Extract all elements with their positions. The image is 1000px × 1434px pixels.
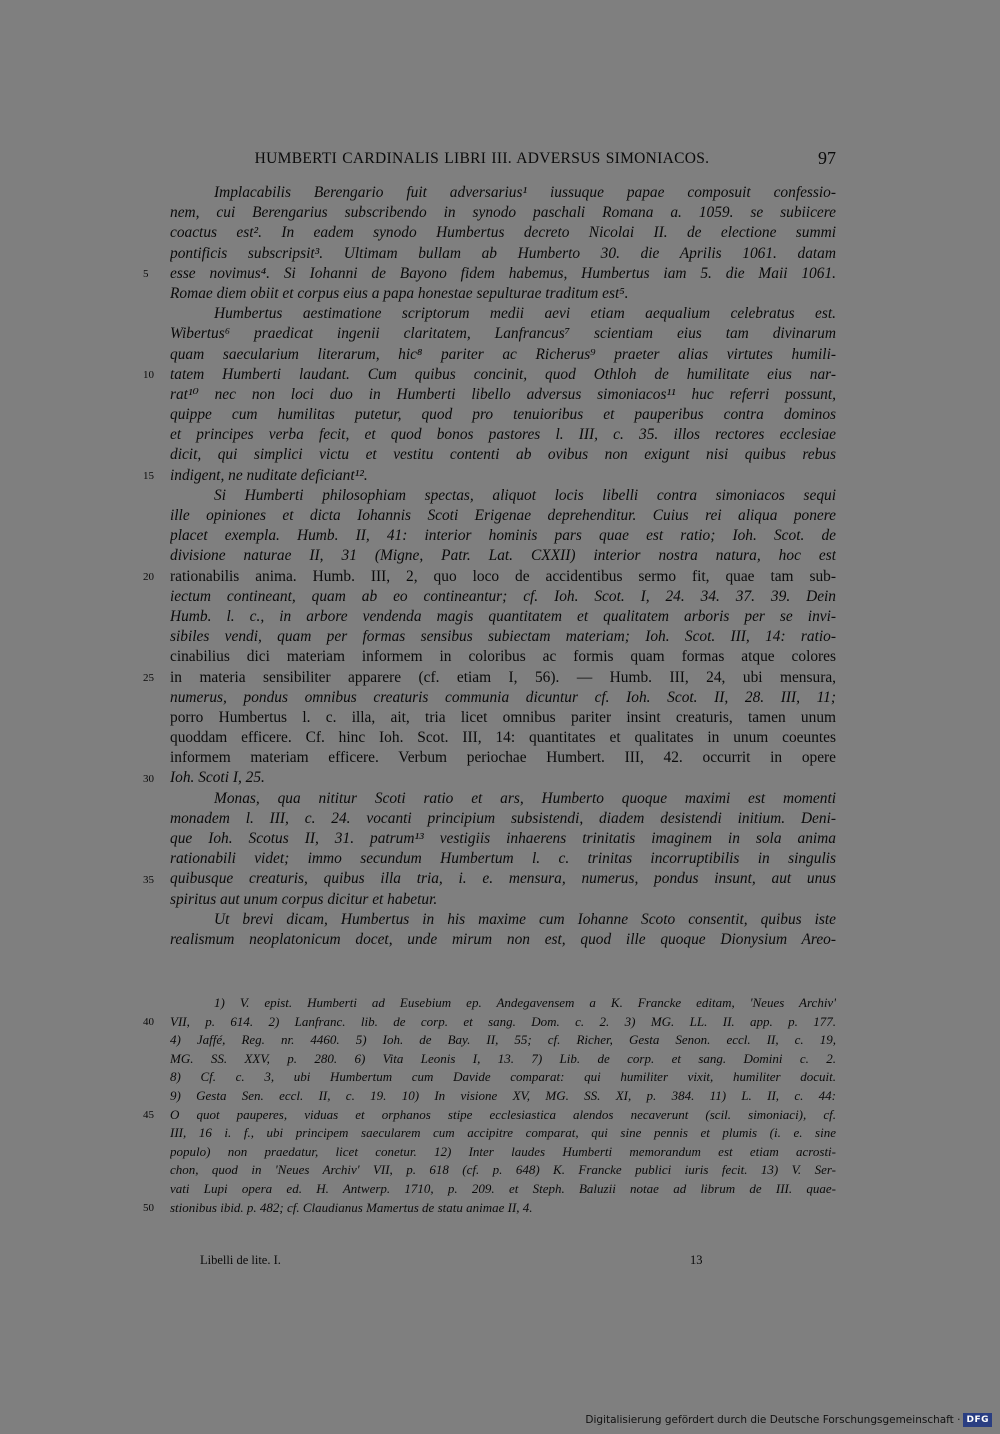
body-line: rat¹⁰ nec non loci duo in Humberti libello adversus simoniacos¹¹ huc referri possunt, <box>170 385 836 403</box>
page-number: 97 <box>818 148 836 168</box>
body-line: indigent, ne nuditate deficiant¹². <box>170 466 368 484</box>
body-line: quoddam efficere. Cf. hinc Ioh. Scot. III, 14: quantitates et qualitates in unum coeuntes <box>170 729 836 747</box>
footnote-line: chon, quod in 'Neues Archiv' VII, p. 618 (cf. p. 648) K. Francke publici iuris fecit. 13) V. Ser- <box>170 1162 836 1178</box>
line-number: 50 <box>143 1201 154 1214</box>
footnote-line: 9) Gesta Sen. eccl. II, c. 19. 10) In visione XV, MG. SS. XI, p. 384. 11) L. II, c. 44: <box>170 1087 836 1103</box>
footnote-line: populo) non praedatur, licet conetur. 12) Inter laudes Humberti memorandum est etiam acrosti- <box>170 1143 836 1159</box>
body-line: Monas, qua nititur Scoti ratio et ars, Humberto quoque maximi est momenti <box>214 789 836 807</box>
body-line: cinabilius dici materiam informem in coloribus ac formis quam formas atque colores <box>170 648 836 666</box>
body-line: realismum neoplatonicum docet, unde mirum non est, quod ille quoque Dionysium Areo- <box>170 930 836 948</box>
footnotes <box>170 994 836 1217</box>
signature-title: Libelli de lite. I. <box>200 1253 281 1267</box>
body-line: que Ioh. Scotus II, 31. patrum¹³ vestigiis inhaerens trinitatis imaginem in sola anima <box>170 830 836 847</box>
body-text <box>170 183 836 950</box>
body-line: quam saecularium literarum, hic⁸ pariter ac Richerus⁹ praeter alias virtutes humili- <box>170 345 836 363</box>
digitization-text: Digitalisierung gefördert durch die Deutsche Forschungsgemeinschaft · <box>585 1414 961 1426</box>
dfg-logo-icon: DFG <box>963 1413 992 1427</box>
body-line: Humbertus aestimatione scriptorum medii aevi etiam aequalium celebratus est. <box>214 305 836 323</box>
footnote-line: MG. SS. XXV, p. 280. 6) Vita Leonis I, 13. 7) Lib. de corp. et sang. Domini c. 2. <box>170 1050 836 1066</box>
body-line: divisione naturae II, 31 (Migne, Patr. Lat. CXXII) interior nostra natura, hoc est <box>170 547 836 565</box>
body-line: Ioh. Scoti I, 25. <box>170 769 265 787</box>
body-line: iectum contineant, quam ab eo contineantur; cf. Ioh. Scot. I, 24. 34. 37. 39. Dein <box>170 587 836 605</box>
body-line: porro Humbertus l. c. illa, ait, tria licet omnibus pariter insint creaturis, tamen unum <box>170 708 836 726</box>
signature-number: 13 <box>690 1253 703 1267</box>
footnote-line: VII, p. 614. 2) Lanfranc. lib. de corp. et sang. Dom. c. 2. 3) MG. LL. II. app. p. 177. <box>170 1013 836 1029</box>
line-number: 5 <box>143 267 149 280</box>
body-line: dicit, qui simplici victu et vestitu contenti ab ovibus non exigunt nisi quibus rebus <box>170 446 836 464</box>
body-line: Humb. l. c., in arbore vendenda magis quantitatem et qualitatem arboris per se invi- <box>170 607 836 625</box>
body-line: rationabilis anima. Humb. III, 2, quo loco de accidentibus sermo fit, quae tam sub- <box>170 567 836 585</box>
footnote-line: 1) V. epist. Humberti ad Eusebium ep. Andegavensem a K. Francke editam, 'Neues Archiv' <box>214 995 836 1010</box>
line-number: 15 <box>143 469 154 482</box>
body-line: spiritus aut unum corpus dicitur et habetur. <box>170 890 438 908</box>
line-number: 10 <box>143 368 154 381</box>
body-line: Wibertus⁶ praedicat ingenii claritatem, Lanfrancus⁷ scientiam eius tam divinarum <box>170 325 836 343</box>
body-line: informem materiam efficere. Verbum periochae Humbert. III, 42. occurrit in opere <box>170 749 836 767</box>
body-line: monadem l. III, c. 24. vocanti principium subsistendi, diadem desistendi initium. Deni- <box>170 809 836 827</box>
body-line: Romae diem obiit et corpus eius a papa honestae sepulturae traditum est⁵. <box>170 284 629 302</box>
body-line: Implacabilis Berengario fuit adversarius¹ iussuque papae composuit confessio- <box>214 184 836 201</box>
body-line: pontificis subscripsit³. Ultimam bullam ab Humberto 30. die Aprilis 1061. datam <box>170 244 836 262</box>
page-header <box>168 150 836 176</box>
body-line: rationabili videt; immo secundum Humbertum l. c. trinitas incorruptibilis in singulis <box>170 850 836 868</box>
body-line: numerus, pondus omnibus creaturis communia dicuntur cf. Ioh. Scot. II, 28. III, 11; <box>170 688 836 706</box>
footnote-line: 8) Cf. c. 3, ubi Humbertum cum Davide comparat: qui humiliter vixit, humiliter docuit. <box>170 1069 836 1085</box>
body-line: esse novimus⁴. Si Iohanni de Bayono fidem habemus, Humbertus iam 5. die Maii 1061. <box>170 264 836 282</box>
body-line: sibiles vendi, quam per formas sensibus subiectam materiam; Ioh. Scot. III, 14: ratio- <box>170 628 836 646</box>
digitization-credit <box>585 1411 992 1429</box>
body-line: ille opiniones et dicta Iohannis Scoti Erigenae deprehenditur. Cuius rei aliqua ponere <box>170 507 836 524</box>
body-line: coactus est². In eadem synodo Humbertus decreto Nicolai II. de electione summi <box>170 224 836 242</box>
body-line: tatem Humberti laudant. Cum quibus concinit, quod Othloh de humilitate eius nar- <box>170 365 836 383</box>
footnote-line: vati Lupi opera ed. H. Antwerp. 1710, p. 209. et Steph. Baluzii notae ad librum de III. quae- <box>170 1180 836 1196</box>
running-head: HUMBERTI CARDINALIS LIBRI III. ADVERSUS SIMONIACOS. <box>254 150 710 167</box>
line-number: 45 <box>143 1108 154 1121</box>
body-line: et principes verba fecit, et quod bonos pastores l. III, c. 35. illos rectores ecclesiae <box>170 426 836 444</box>
footnote-line: O quot pauperes, viduas et orphanos stipe ecclesiastica alendos necaverunt (scil. simoniaci), cf. <box>170 1106 836 1122</box>
body-line: in materia sensibiliter apparere (cf. etiam I, 56). — Humb. III, 24, ubi mensura, <box>170 668 836 686</box>
body-line: quibusque creaturis, quibus illa tria, i. e. mensura, numerus, pondus insunt, aut unus <box>170 870 836 888</box>
line-number: 35 <box>143 873 154 886</box>
body-line: placet exempla. Humb. II, 41: interior hominis pars quae est ratio; Ioh. Scot. de <box>170 527 836 545</box>
line-number: 40 <box>143 1015 154 1028</box>
body-line: nem, cui Berengarius subscribendo in synodo paschali Romana a. 1059. se subiicere <box>170 204 836 222</box>
footnote-line: III, 16 i. f., ubi principem saecularem cum accipitre comparat, qui sine pennis et plumis (i. e. sine <box>170 1125 836 1141</box>
line-number: 30 <box>143 772 154 785</box>
line-number: 25 <box>143 671 154 684</box>
line-number: 20 <box>143 570 154 583</box>
body-line: Si Humberti philosophiam spectas, aliquot locis libelli contra simoniacos sequi <box>214 486 836 504</box>
body-line: quippe cum humilitas putetur, quod pro tenuioribus et pauperibus contra dominos <box>170 406 836 424</box>
footnote-line: 4) Jaffé, Reg. nr. 4460. 5) Ioh. de Bay. II, 55; cf. Richer, Gesta Senon. eccl. II, c. 19, <box>170 1032 836 1048</box>
printer-signature <box>200 1253 720 1271</box>
body-line: Ut brevi dicam, Humbertus in his maxime cum Iohanne Scoto consentit, quibus iste <box>214 910 836 928</box>
footnote-line: stionibus ibid. p. 482; cf. Claudianus Mamertus de statu animae II, 4. <box>170 1199 533 1215</box>
